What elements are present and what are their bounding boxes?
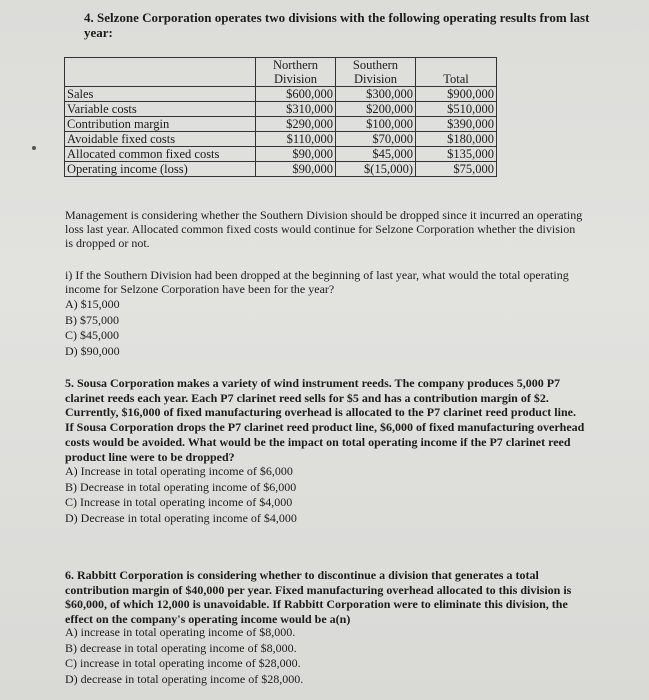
operating-results-table	[64, 57, 497, 177]
table-row	[65, 132, 497, 147]
cell-northern: $110,000	[256, 132, 336, 147]
question-4-options	[65, 297, 120, 359]
row-label: Sales	[65, 87, 256, 102]
question-5-options	[65, 464, 297, 526]
option-b[interactable]: B) decrease in total operating income of $8,000.	[65, 640, 297, 655]
cell-northern: $600,000	[256, 87, 336, 102]
row-label: Variable costs	[65, 102, 256, 117]
cell-southern: $45,000	[336, 147, 416, 162]
table-row	[65, 117, 497, 132]
cell-southern: $70,000	[336, 132, 416, 147]
question-6-options	[65, 625, 303, 687]
cell-southern: $200,000	[336, 102, 416, 117]
option-b[interactable]: B) $75,000	[65, 312, 119, 327]
row-label: Allocated common fixed costs	[65, 147, 256, 162]
row-label: Avoidable fixed costs	[65, 132, 256, 147]
option-c[interactable]: C) $45,000	[65, 328, 119, 342]
table-header-row	[65, 58, 497, 87]
cell-total: $510,000	[416, 102, 497, 117]
row-label: Operating income (loss)	[65, 162, 256, 177]
table-row	[65, 162, 497, 177]
option-a[interactable]: A) increase in total operating income of $8,000.	[65, 625, 296, 639]
option-c[interactable]: C) Increase in total operating income of $4,000	[65, 495, 293, 509]
option-a[interactable]: A) $15,000	[65, 297, 120, 311]
table-row	[65, 102, 497, 117]
cell-northern: $90,000	[256, 147, 336, 162]
cell-southern: $100,000	[336, 117, 416, 132]
row-label: Contribution margin	[65, 117, 256, 132]
cell-total: $180,000	[416, 132, 497, 147]
option-b[interactable]: B) Decrease in total operating income of $6,000	[65, 479, 297, 494]
option-a[interactable]: A) Increase in total operating income of $6,000	[65, 464, 293, 478]
cell-northern: $290,000	[256, 117, 336, 132]
question-5-text: 5. Sousa Corporation makes a variety of wind instrument reeds. The company produces 5,000 P7 clarinet reeds each year. Each P7 clarinet reed sells for $5 and has a contribution margin of $2. Currently, $16,000 of fixed manufacturing overhead is allocated to the P7 clarinet reed product line. If Sousa Corporation drops the P7 clarinet reed product line, $6,000 of fixed manufacturing overhead costs would be avoided. What would be the impact on total operating income if the P7 clarinet reed product line were to be dropped?	[65, 376, 585, 464]
cell-total: $390,000	[416, 117, 497, 132]
cell-total: $135,000	[416, 147, 497, 162]
option-c[interactable]: C) increase in total operating income of $28,000.	[65, 656, 301, 670]
cell-southern: $(15,000)	[336, 162, 416, 177]
header-southern: Southern Division	[336, 58, 416, 87]
option-d[interactable]: D) decrease in total operating income of $28,000.	[65, 671, 304, 686]
question-4-context: Management is considering whether the Southern Division should be dropped since it incurred an operating loss last year. Allocated common fixed costs would continue for Selzone Corporation whether the division is dropped or not.	[65, 208, 583, 250]
question-4-prompt: i) If the Southern Division had been dropped at the beginning of last year, what would the total operating income for Selzone Corporation have been for the year?	[65, 268, 569, 296]
cell-total: $900,000	[416, 87, 497, 102]
question-6-text: 6. Rabbitt Corporation is considering whether to discontinue a division that generates a total contribution margin of $40,000 per year. Fixed manufacturing overhead allocated to this division is $60,000, of which 12,000 is unavoidable. If Rabbitt Corporation were to eliminate this division, the effect on the company's operating income would be a(n)	[65, 568, 572, 626]
question-4-title: 4. Selzone Corporation operates two divisions with the following operating results from last year:	[84, 10, 590, 40]
cell-northern: $310,000	[256, 102, 336, 117]
header-total: Total	[416, 58, 497, 87]
header-northern: Northern Division	[256, 58, 336, 87]
cell-northern: $90,000	[256, 162, 336, 177]
cell-southern: $300,000	[336, 87, 416, 102]
table-row	[65, 147, 497, 162]
bullet-mark	[32, 146, 36, 150]
option-d[interactable]: D) $90,000	[65, 343, 120, 358]
option-d[interactable]: D) Decrease in total operating income of $4,000	[65, 510, 297, 525]
header-blank	[65, 58, 256, 87]
table-row	[65, 87, 497, 102]
cell-total: $75,000	[416, 162, 497, 177]
